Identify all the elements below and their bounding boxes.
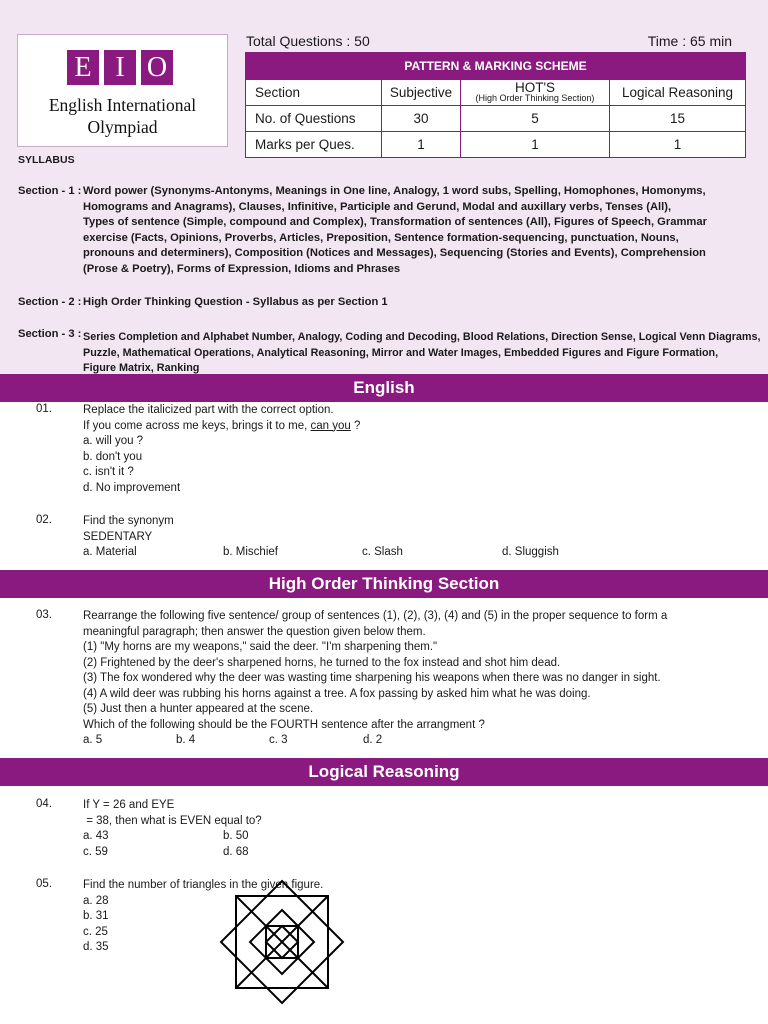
col-logical: Logical Reasoning bbox=[610, 80, 746, 106]
syllabus-line: Word power (Synonyms-Antonyms, Meanings in One line, Analogy, 1 word subs, Spelling, Homophones, Homonyms, bbox=[83, 185, 706, 197]
option: b. 50 bbox=[223, 830, 249, 842]
question-line: = 38, then what is EVEN equal to? bbox=[83, 814, 262, 827]
sentence-part: ? bbox=[350, 419, 361, 432]
question-number: 05. bbox=[36, 878, 52, 890]
option: a. will you ? bbox=[83, 435, 144, 447]
option: d. 68 bbox=[223, 845, 249, 858]
option: d. 35 bbox=[83, 941, 109, 953]
question-number: 01. bbox=[36, 403, 52, 415]
option: d. No improvement bbox=[83, 481, 181, 494]
question-line: (1) "My horns are my weapons," said the deer. "I'm sharpening them." bbox=[83, 641, 438, 653]
option: c. 59 bbox=[83, 845, 108, 858]
option: a. Material bbox=[83, 546, 137, 558]
logo-letter-e: E bbox=[67, 50, 99, 85]
question-line: Which of the following should be the FOURTH sentence after the arrangment ? bbox=[83, 718, 485, 731]
option: b. 31 bbox=[83, 910, 109, 922]
logo-letter-o: O bbox=[141, 50, 173, 85]
time-limit: Time : 65 min bbox=[647, 33, 732, 49]
syllabus-line: Series Completion and Alphabet Number, Analogy, Coding and Decoding, Blood Relations, Direction Sense, Logical Venn Diagrams, bbox=[83, 331, 761, 343]
cell-value: 5 bbox=[461, 106, 610, 132]
syllabus-line: exercise (Facts, Opinions, Proverbs, Articles, Preposition, Sentence formation-sequencing, punctuation, Nouns, bbox=[83, 231, 679, 244]
marking-scheme-table bbox=[245, 52, 746, 158]
syllabus-line: Types of sentence (Simple, compound and Complex), Transformation of sentences (All), Figures of Speech, Grammar bbox=[83, 216, 707, 228]
question-1 bbox=[83, 403, 360, 496]
option: a. 28 bbox=[83, 894, 109, 907]
section-bar-logical: Logical Reasoning bbox=[0, 758, 768, 786]
row-label: Marks per Ques. bbox=[246, 132, 382, 158]
logo-letter-i: I bbox=[104, 50, 136, 85]
syllabus-line: Figure Matrix, Ranking bbox=[83, 362, 200, 374]
question-word: SEDENTARY bbox=[83, 530, 153, 543]
total-questions: Total Questions : 50 bbox=[246, 33, 370, 49]
question-sentence bbox=[83, 419, 360, 435]
question-number: 04. bbox=[36, 798, 52, 810]
scheme-header-row bbox=[246, 80, 746, 106]
question-prompt: Find the synonym bbox=[83, 515, 174, 527]
option: c. 3 bbox=[269, 734, 288, 746]
syllabus-line: High Order Thinking Question - Syllabus as per Section 1 bbox=[83, 296, 388, 308]
section-label: Section - 3 : bbox=[18, 328, 82, 340]
eio-logo bbox=[17, 34, 228, 147]
syllabus-title: SYLLABUS bbox=[18, 154, 75, 166]
scheme-title: PATTERN & MARKING SCHEME bbox=[246, 53, 746, 80]
cell-value: 1 bbox=[382, 132, 461, 158]
syllabus-line: pronouns and determiners), Composition (Notices and Messages), Sequencing (Stories and Events), Comprehension bbox=[83, 247, 706, 259]
section-bar-hots: High Order Thinking Section bbox=[0, 570, 768, 598]
syllabus-line: Homograms and Anagrams), Clauses, Infinitive, Participle and Gerund, Modal and auxillary verbs, Tenses (All), bbox=[83, 200, 672, 213]
option: a. 43 bbox=[83, 830, 109, 842]
question-line: If Y = 26 and EYE bbox=[83, 799, 175, 811]
section-bar-english: English bbox=[0, 374, 768, 402]
sentence-part: If you come across me keys, brings it to me, bbox=[83, 419, 311, 432]
scheme-row-questions bbox=[246, 106, 746, 132]
underlined-part: can you bbox=[310, 419, 351, 432]
cell-value: 1 bbox=[461, 132, 610, 158]
syllabus-line: Puzzle, Mathematical Operations, Analytical Reasoning, Mirror and Water Images, Embedded Figures and Figure Formation, bbox=[83, 346, 719, 359]
option: b. 4 bbox=[176, 734, 196, 746]
cell-value: 1 bbox=[610, 132, 746, 158]
section-label: Section - 1 : bbox=[18, 185, 82, 197]
option: a. 5 bbox=[83, 734, 103, 746]
question-line: (2) Frightened by the deer's sharpened horns, he turned to the fox instead and shot him dead. bbox=[83, 656, 561, 669]
question-line: (4) A wild deer was rubbing his horns against a tree. A fox passing by asked him what he was doing. bbox=[83, 687, 591, 700]
question-prompt: Find the number of triangles in the given figure. bbox=[83, 879, 324, 891]
question-4 bbox=[83, 798, 383, 860]
logo-text-line2: Olympiad bbox=[87, 117, 158, 137]
question-number: 02. bbox=[36, 514, 52, 526]
row-label: No. of Questions bbox=[246, 106, 382, 132]
option: c. 25 bbox=[83, 925, 108, 938]
option: b. Mischief bbox=[223, 546, 278, 558]
question-prompt: Replace the italicized part with the correct option. bbox=[83, 404, 334, 416]
question-3 bbox=[83, 609, 753, 749]
col-hots-sublabel: (High Order Thinking Section) bbox=[475, 92, 595, 103]
question-line: (5) Just then a hunter appeared at the scene. bbox=[83, 703, 314, 715]
option: d. Sluggish bbox=[502, 546, 559, 558]
scheme-row-marks bbox=[246, 132, 746, 158]
col-section: Section bbox=[246, 80, 382, 106]
logo-text-line1: English International bbox=[48, 95, 197, 115]
col-hots-label: HOT'S bbox=[514, 79, 556, 95]
logo-letters bbox=[67, 50, 173, 85]
cell-value: 30 bbox=[382, 106, 461, 132]
col-hots bbox=[461, 80, 610, 106]
question-2 bbox=[83, 514, 743, 561]
cell-value: 15 bbox=[610, 106, 746, 132]
syllabus-line: (Prose & Poetry), Forms of Expression, Idioms and Phrases bbox=[83, 262, 401, 275]
option: c. Slash bbox=[362, 546, 403, 558]
question-line: meaningful paragraph; then answer the question given below them. bbox=[83, 625, 426, 638]
triangle-figure bbox=[218, 878, 346, 1006]
col-subjective: Subjective bbox=[382, 80, 461, 106]
option: b. don't you bbox=[83, 450, 143, 463]
question-line: (3) The fox wondered why the deer was wasting time sharpening his weapons when there was no danger in sight. bbox=[83, 672, 661, 684]
question-line: Rearrange the following five sentence/ group of sentences (1), (2), (3), (4) and (5) in the proper sequence to form a bbox=[83, 610, 668, 622]
option: d. 2 bbox=[363, 734, 383, 746]
question-number: 03. bbox=[36, 609, 52, 621]
option: c. isn't it ? bbox=[83, 466, 134, 478]
section-label: Section - 2 : bbox=[18, 296, 82, 308]
